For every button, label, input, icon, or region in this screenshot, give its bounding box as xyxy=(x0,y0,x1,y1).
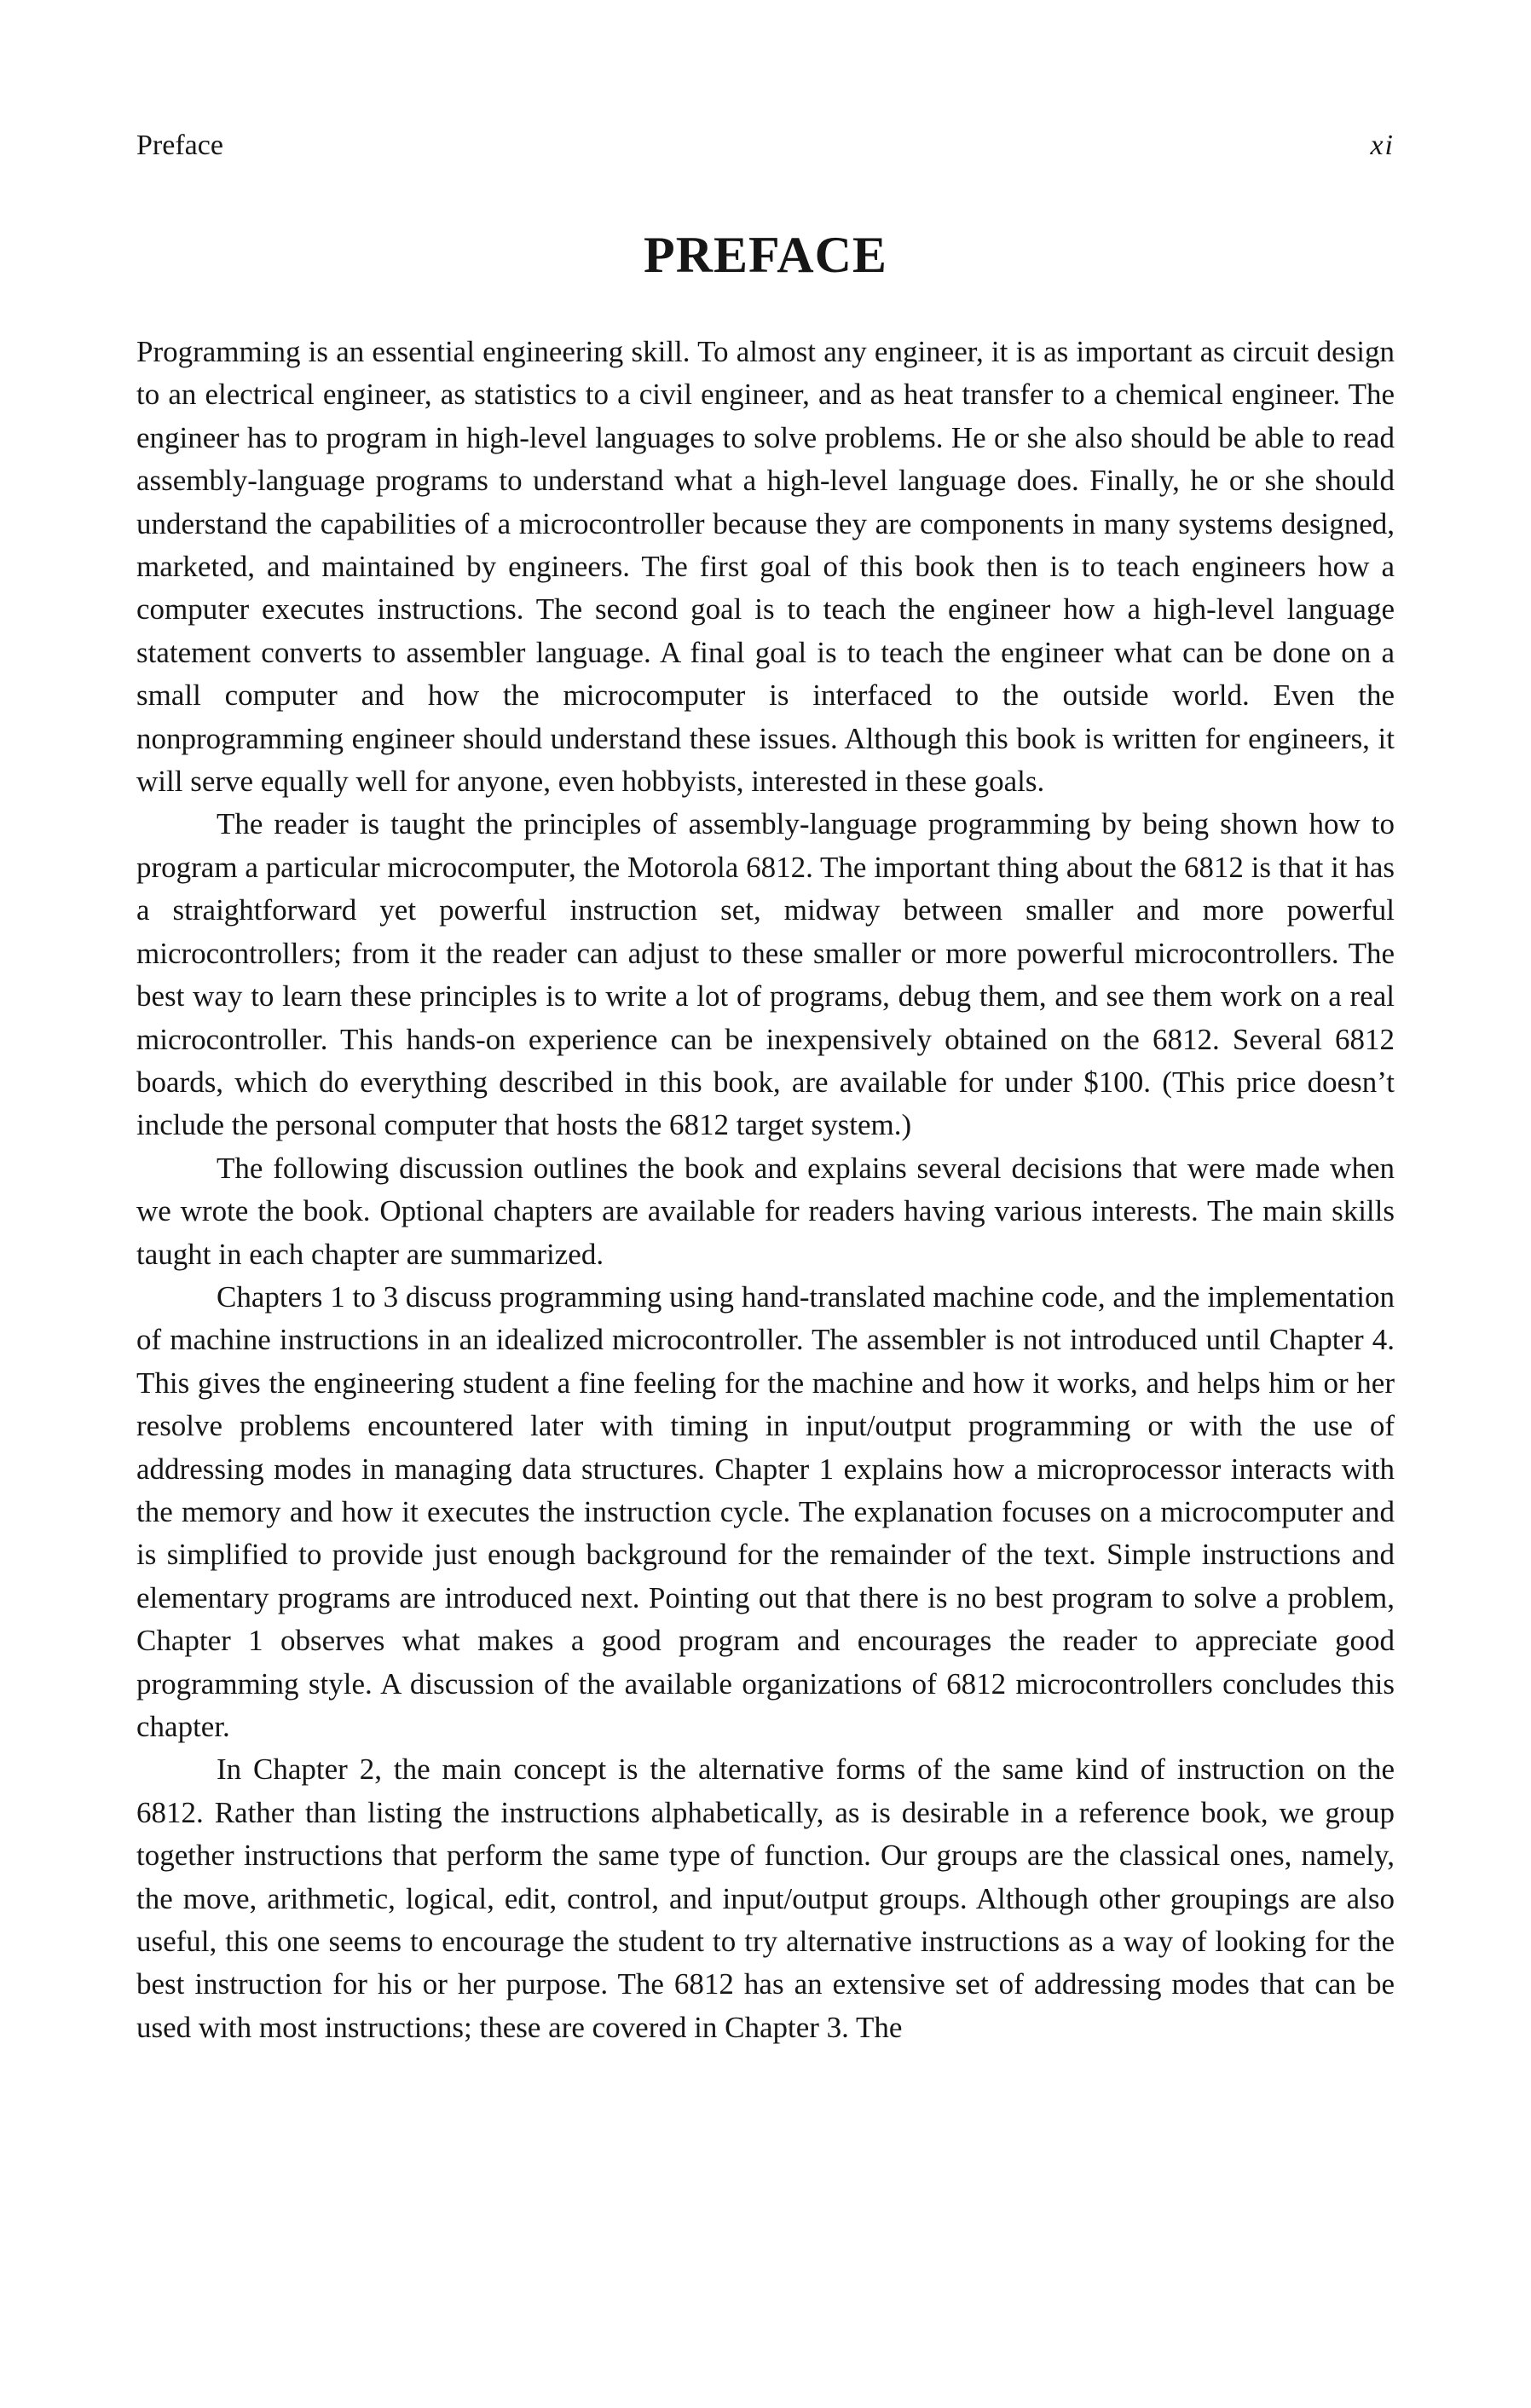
paragraph: The reader is taught the principles of assembly-language programming by being shown how to program a particular microcomputer, the Motorola 6812. The important thing about the 6812 is that it has a straightforward yet powerful instruction set, midway between smaller and more powerful microcontrollers; from it the reader can adjust to these smaller or more powerful microcontrollers. The best way to learn these principles is to write a lot of programs, debug them, and see them work on a real microcontroller. This hands-on experience can be inexpensively obtained on the 6812. Several 6812 boards, which do everything described in this book, are available for under $100. (This price doesn’t include the personal computer that hosts the 6812 target system.) xyxy=(136,807,1395,1142)
running-head xyxy=(136,130,1395,167)
paragraph: The following discussion outlines the book and explains several decisions that were made when we wrote the book. Optional chapters are available for readers having various interests. The main skills taught in each chapter are summarized. xyxy=(136,1151,1395,1271)
page-number: xi xyxy=(1370,130,1395,161)
paragraph: Programming is an essential engineering skill. To almost any engineer, it is as important as circuit design to an electrical engineer, as statistics to a civil engineer, and as heat transfer to a chemical engineer. The engineer has to program in high-level languages to solve problems. He or she also should be able to read assembly-language programs to understand what a high-level language does. Finally, he or she should understand the capabilities of a microcontroller because they are components in many systems designed, marketed, and maintained by engineers. The first goal of this book then is to teach engineers how a computer executes instructions. The second goal is to teach the engineer how a high-level language statement converts to assembler language. A final goal is to teach the engineer what can be done on a small computer and how the microcomputer is interfaced to the outside world. Even the nonprogramming engineer should understand these issues. Although this book is written for engineers, it will serve equally well for anyone, even hobbyists, interested in these goals. xyxy=(136,335,1395,799)
paragraph: Chapters 1 to 3 discuss programming using hand-translated machine code, and the implementation of machine instructions in an idealized microcontroller. The assembler is not introduced until Chapter 4. This gives the engineering student a fine feeling for the machine and how it works, and helps him or her resolve problems encountered later with timing in input/output programming or with the use of addressing modes in managing data structures. Chapter 1 explains how a microprocessor interacts with the memory and how it executes the instruction cycle. The explanation focuses on a microcomputer and is simplified to provide just enough background for the remainder of the text. Simple instructions and elementary programs are introduced next. Pointing out that there is no best program to solve a problem, Chapter 1 observes what makes a good program and encourages the reader to appreciate good programming style. A discussion of the available organizations of 6812 microcontrollers concludes this chapter. xyxy=(136,1279,1395,1743)
paragraph: In Chapter 2, the main concept is the alternative forms of the same kind of instruction on the 6812. Rather than listing the instructions alphabetically, as is desirable in a reference book, we group together instructions that perform the same type of function. Our groups are the classical ones, namely, the move, arithmetic, logical, edit, control, and input/output groups. Although other groupings are also useful, this one seems to encourage the student to try alternative instructions as a way of looking for the best instruction for his or her purpose. The 6812 has an extensive set of addressing modes that can be used with most instructions; these are covered in Chapter 3. The xyxy=(136,1753,1395,2044)
running-title: Preface xyxy=(136,130,223,161)
chapter-title: PREFACE xyxy=(644,227,887,283)
body-text xyxy=(136,331,1395,2049)
